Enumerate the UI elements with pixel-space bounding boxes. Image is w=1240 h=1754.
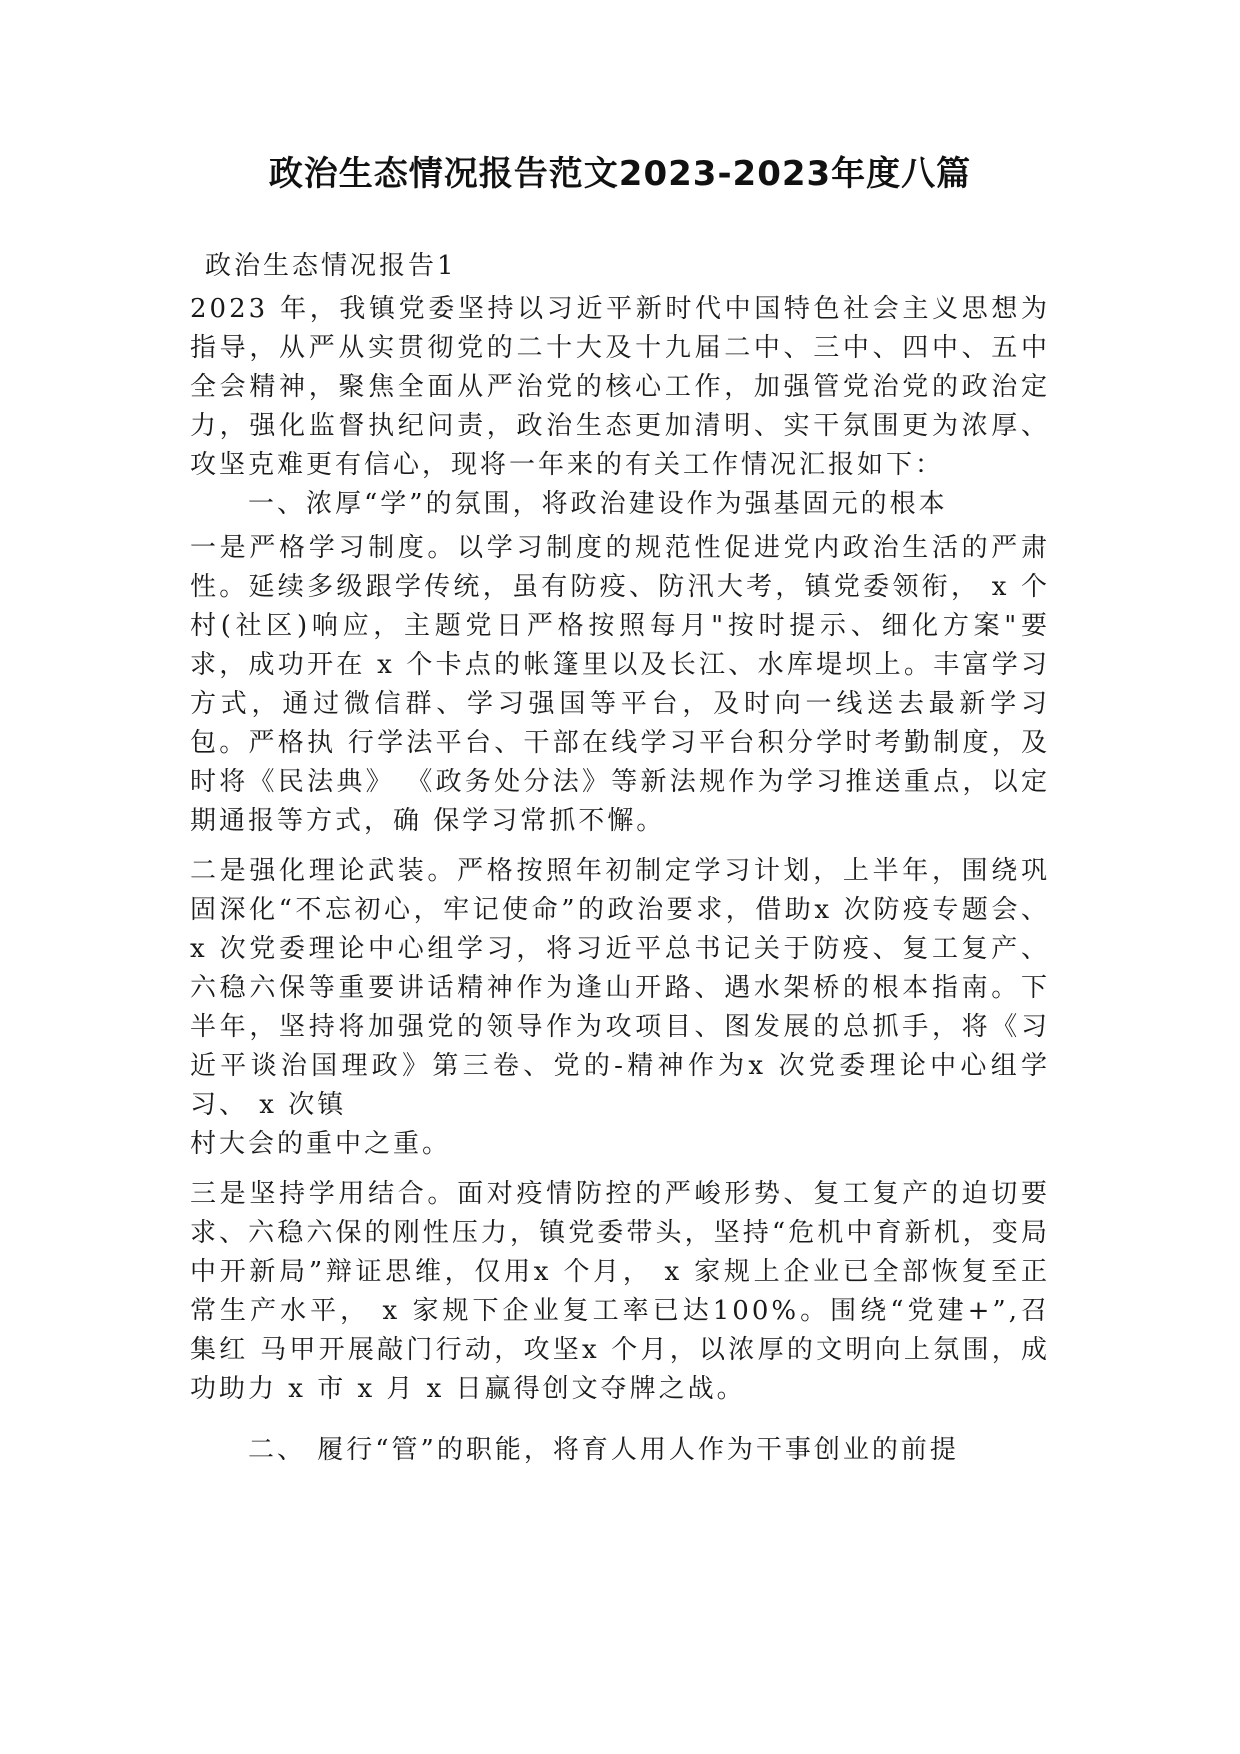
- intro-paragraph: 2023 年，我镇党委坚持以习近平新时代中国特色社会主义思想为指导，从严从实贯彻党的二十大及十九届二中、三中、四中、五中全会精神，聚焦全面从严治党的核心工作，加强管党治党的政治定力，强化监督执纪问责，政治生态更加清明、实干氛围更为浓厚、攻坚克难更有信心，现将一年来的有关工作情况汇报如下：: [190, 294, 1050, 480]
- paragraph-study-system: 一是严格学习制度。以学习制度的规范性促进党内政治生活的严肃性。延续多级跟学传统，虽有防疫、防汛大考，镇党委领衔， x 个村(社区)响应，主题党日严格按照每月"按时提示、细化方案"要求，成功开在 x 个卡点的帐篷里以及长江、水库堤坝上。丰富学习方式，通过微信群、学习强国等平台，及时向一线送去最新学习包。严格执 行学法平台、干部在线学习平台积分学时考勤制度，及时将《民法典》 《政务处分法》等新法规作为学习推送重点，以定期通报等方式，确 保学习常抓不懈。: [190, 533, 1050, 836]
- section-heading-1: 一、浓厚“学”的氛围，将政治建设作为强基固元的根本: [248, 489, 948, 519]
- section-heading-2: 二、 履行“管”的职能，将育人用人作为干事创业的前提: [248, 1435, 959, 1465]
- paragraph-theory-armament: 二是强化理论武装。严格按照年初制定学习计划，上半年，围绕巩固深化“不忘初心，牢记使命”的政治要求，借助x 次防疫专题会、x 次党委理论中心组学习，将习近平总书记关于防疫、复工复产、六稳六保等重要讲话精神作为逢山开路、遇水架桥的根本指南。下半年，坚持将加强党的领导作为攻项目、图发展的总抓手，将《习近平谈治国理政》第三卷、党的-精神作为x 次党委理论中心组学习、 x 次镇 村大会的重中之重。: [190, 856, 1050, 1159]
- document-title: 政治生态情况报告范文2023-2023年度八篇: [268, 154, 972, 194]
- report-subtitle: 政治生态情况报告1: [205, 251, 457, 281]
- paragraph-learning-application: 三是坚持学用结合。面对疫情防控的严峻形势、复工复产的迫切要求、六稳六保的刚性压力，镇党委带头，坚持“危机中育新机，变局中开新局”辩证思维，仅用x 个月， x 家规上企业已全部恢复至正 常生产水平， x 家规下企业复工率已达100%。围绕“党建+”,召集红 马甲开展敲门行动，攻坚x 个月，以浓厚的文明向上氛围，成功助力 x 市 x 月 x 日赢得创文夺牌之战。: [190, 1179, 1050, 1404]
